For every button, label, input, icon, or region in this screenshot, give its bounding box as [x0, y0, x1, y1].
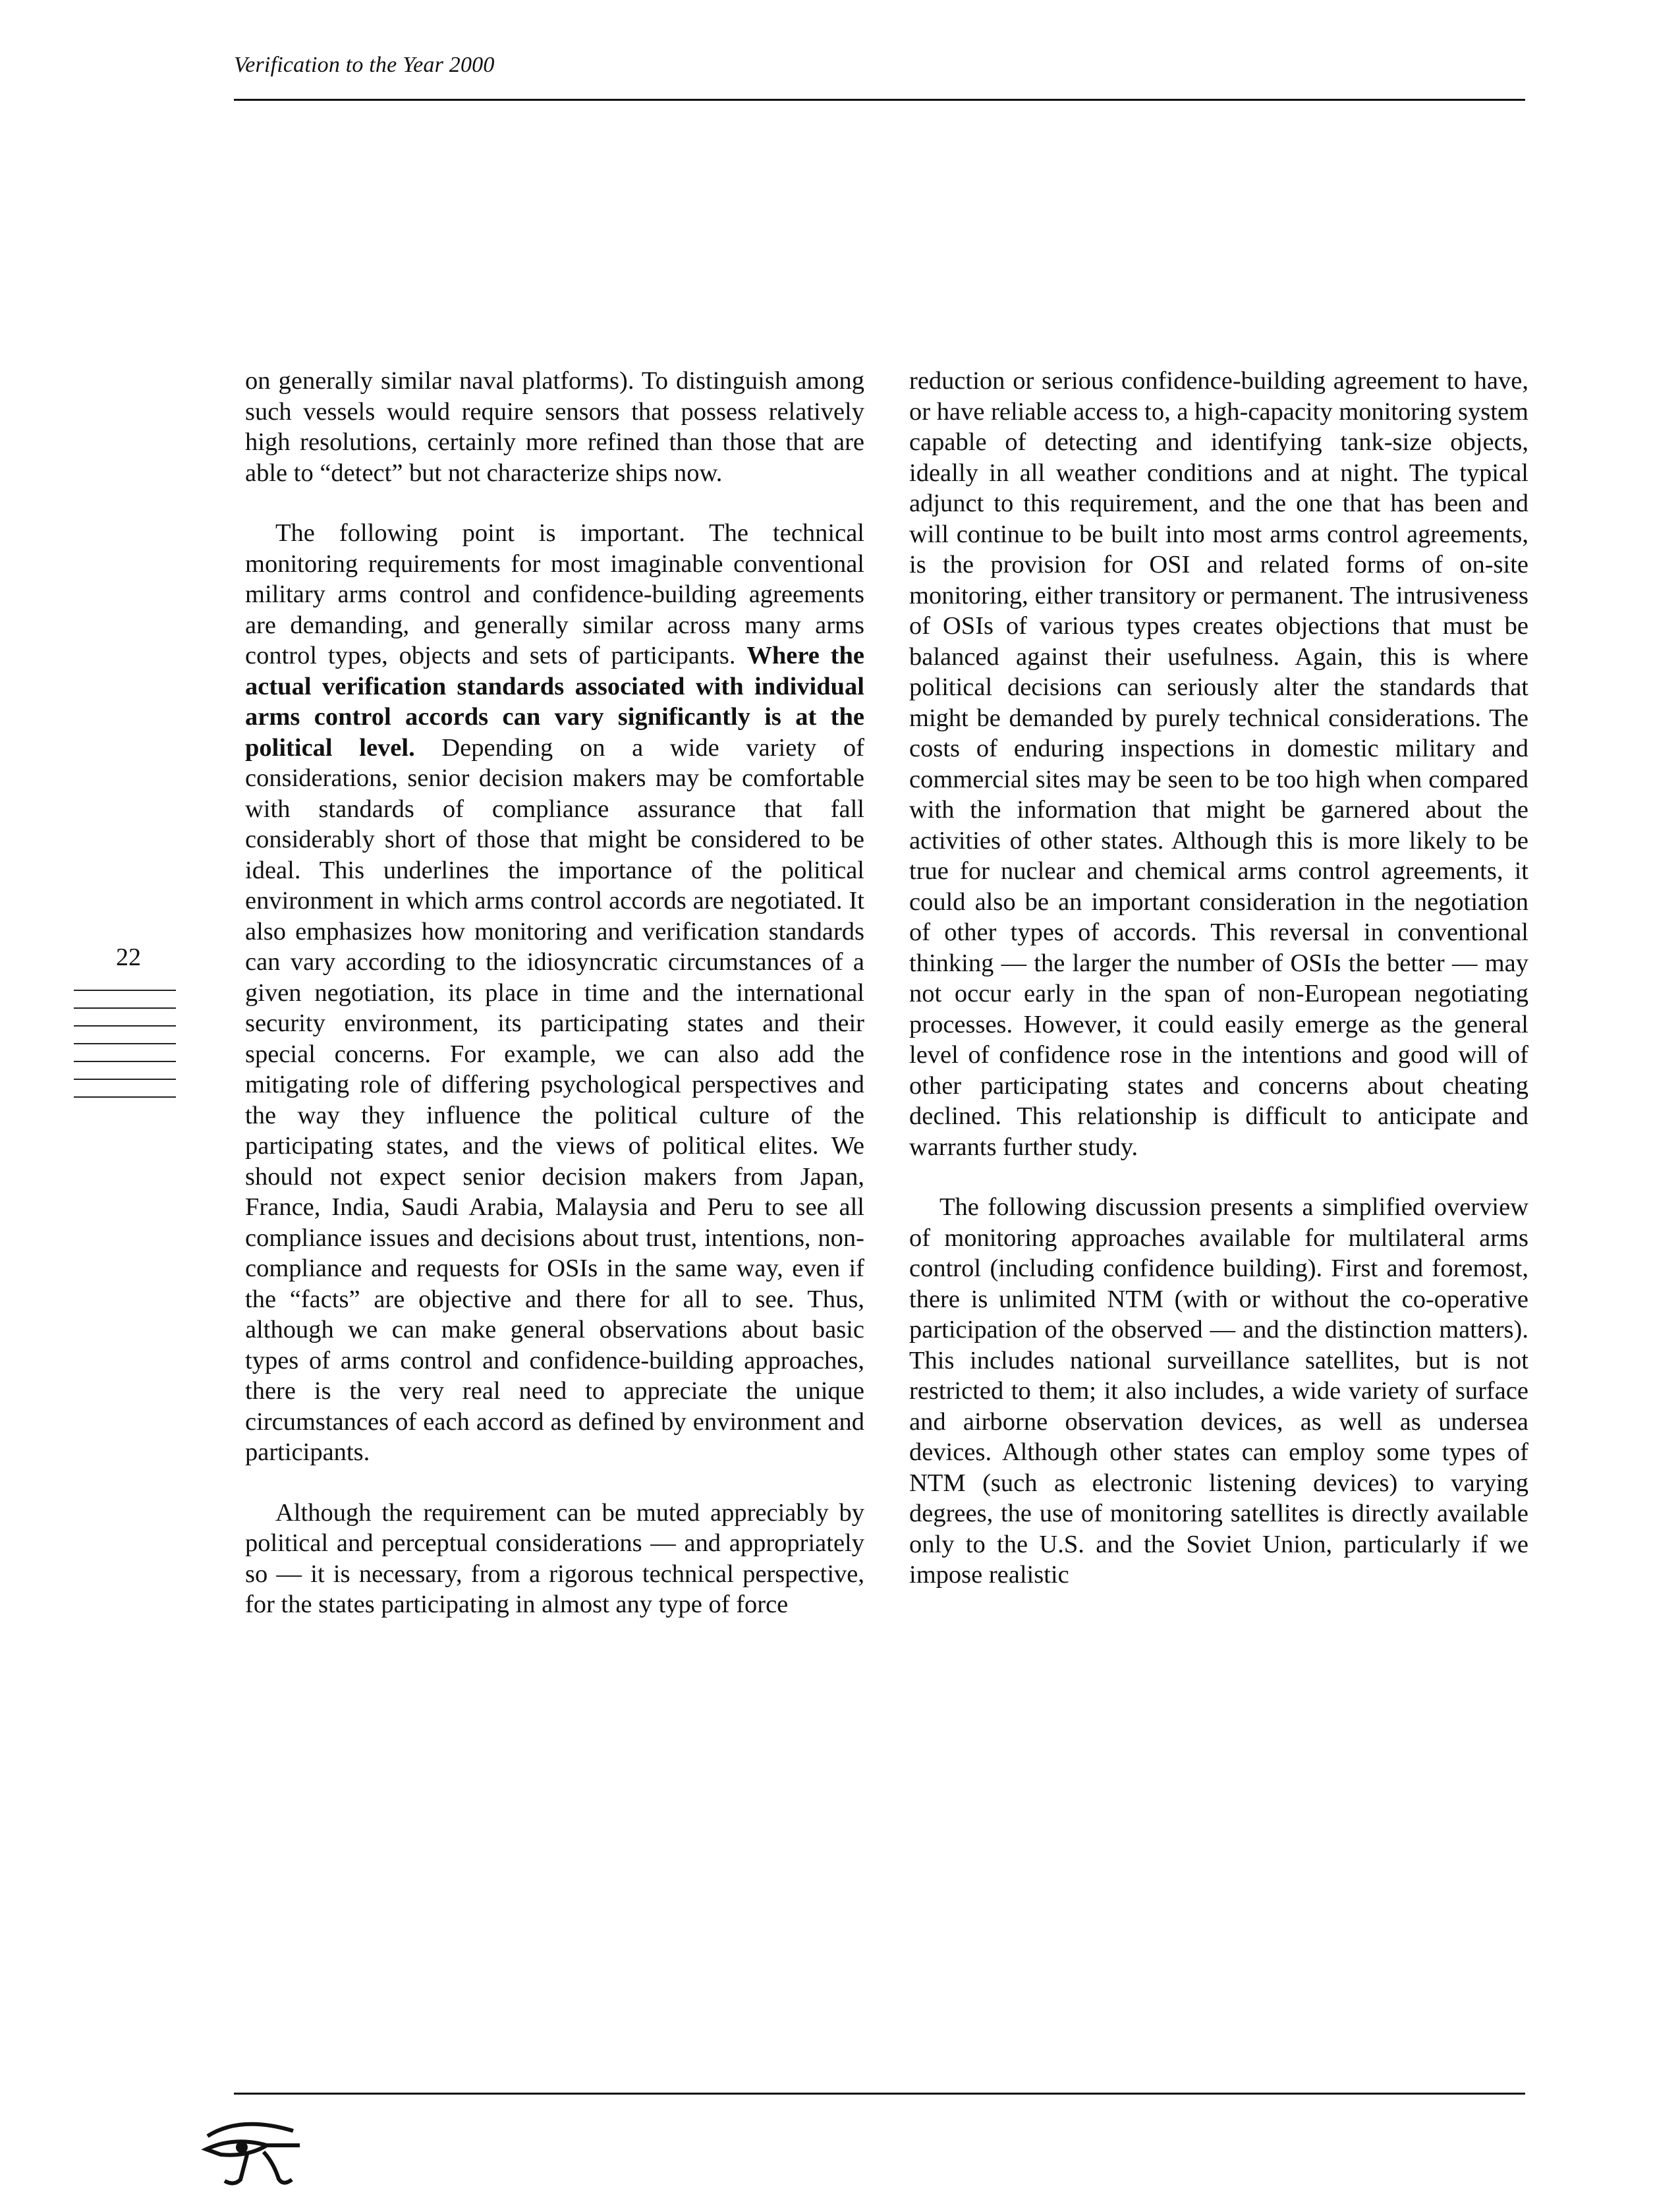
- running-header: Verification to the Year 2000: [234, 53, 495, 77]
- eye-of-horus-icon: [201, 2116, 306, 2189]
- paragraph: The following discussion presents a simplified overview of monitoring approaches available for multilateral arms control (including confidence building). First and foremost, there is unlimited NTM (with or without the co-operative participation of the observed — and the distinction matters). This includes national surveillance satellites, but is not restricted to them; it also includes, a wide variety of surface and airborne observation devices, as well as undersea devices. Although other states can employ some types of NTM (such as electronic listening devices) to varying degrees, the use of monitoring satellites is directly available only to the U.S. and the Soviet Union, particularly if we impose realistic: [909, 1193, 1528, 1589]
- header-rule: [234, 99, 1525, 101]
- margin-rule: [74, 1007, 176, 1009]
- margin-rules: [74, 990, 176, 1114]
- page-number: 22: [116, 944, 141, 971]
- paragraph: reduction or serious confidence-building agreement to have, or have reliable access to, a high-capacity monitoring system capable of detecting and identifying tank-size objects, ideally in all weather conditions and at night. The typical adjunct to this requirement, and the one that has been and will continue to be built into most arms control agreements, is the provision for OSI and related forms of on-site monitoring, either transitory or permanent. The intrusiveness of OSIs of various types creates objections that must be balanced against their usefulness. Again, this is where political decisions can seriously alter the standards that might be demanded by purely technical considerations. The costs of enduring inspections in domestic military and commercial sites may be seen to be too high when compared with the information that might be garnered about the activities of other states. Although this is more likely to be true for nuclear and chemical arms control agreements, it could also be an important consideration in the negotiation of other types of accords. This reversal in conventional thinking — the larger the number of OSIs the better — may not occur early in the span of non-European negotiating processes. However, it could easily emerge as the general level of confidence rose in the intentions and good will of other participating states and concerns about cheating declined. This relationship is difficult to anticipate and warrants further study.: [909, 367, 1528, 1161]
- margin-rule: [74, 1025, 176, 1027]
- right-column: [909, 366, 1528, 1620]
- paragraph-text: The following point is important. The technical monitoring requirements for most imaginable conventional military arms control and confidence-building agreements are demanding, and generally similar across many arms control types, objects and sets of participants.: [245, 519, 864, 669]
- paragraph-text: Depending on a wide variety of considerations, senior decision makers may be comfortable with standards of compliance assurance that fall considerably short of those that might be considered to be ideal. This underlines the importance of the political environment in which arms control accords are negotiated. It also emphasizes how monitoring and verification standards can vary according to the idiosyncratic circumstances of a given negotiation, its place in time and the international security environment, its participating states and their special concerns. For example, we can also add the mitigating role of differing psychological perspectives and the way they influence the political culture of the participating states, and the views of political elites. We should not expect senior decision makers from Japan, France, India, Saudi Arabia, Malaysia and Peru to see all compliance issues and decisions about trust, intentions, non-compliance and requests for OSIs in the same way, even if the “facts” are objective and there for all to see. Thus, although we can make general observations about basic types of arms control and confidence-building approaches, there is the very real need to appreciate the unique circumstances of each accord as defined by environment and participants.: [245, 733, 864, 1466]
- margin-rule: [74, 1096, 176, 1098]
- paragraph: [245, 518, 864, 1468]
- bold-statement: Where the actual verification standards associated with individual arms control accords can vary significantly is at the political level.: [245, 642, 864, 762]
- paragraph: on generally similar naval platforms). To distinguish among such vessels would require sensors that possess relatively high resolutions, certainly more refined than those that are able to “detect” but not characterize ships now.: [245, 367, 864, 487]
- left-column: [245, 366, 864, 1650]
- margin-rule: [74, 990, 176, 991]
- margin-rule: [74, 1061, 176, 1062]
- margin-rule: [74, 1043, 176, 1044]
- paragraph: Although the requirement can be muted appreciably by political and perceptual considerations — and appropriately so — it is necessary, from a rigorous technical perspective, for the states participating in almost any type of force: [245, 1498, 864, 1618]
- margin-rule: [74, 1079, 176, 1080]
- footer-rule: [234, 2093, 1525, 2095]
